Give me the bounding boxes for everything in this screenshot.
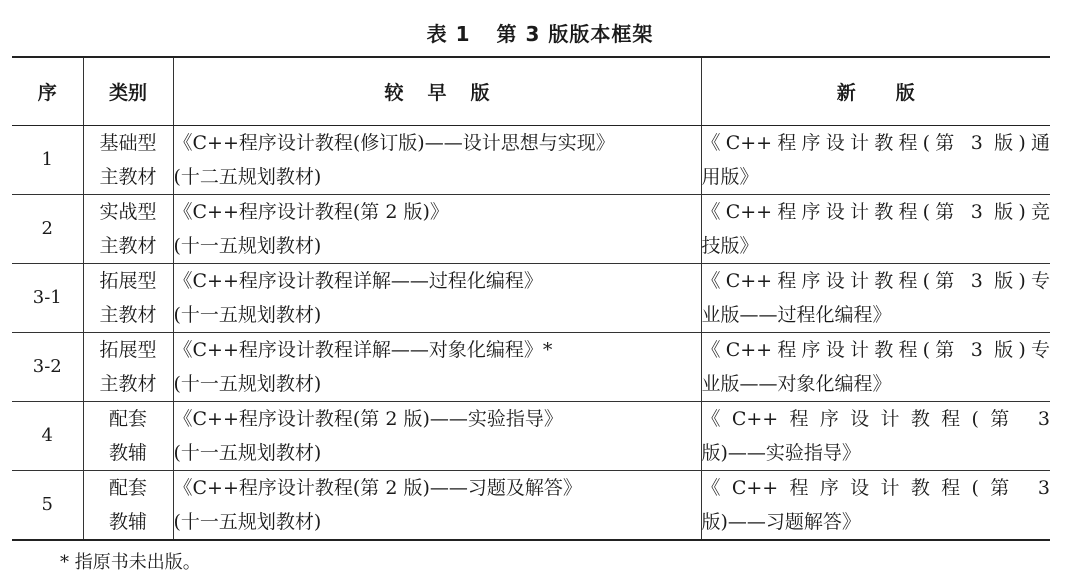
old-title-line: (十二五规划教材)	[173, 165, 322, 188]
old-title-line: 《C++程序设计教程(第 2 版)》	[173, 200, 449, 223]
cell-old-edition	[173, 125, 701, 194]
cell-seq: 3-2	[12, 332, 83, 401]
category-line: 教辅	[108, 510, 147, 533]
cell-seq: 4	[12, 401, 83, 470]
new-title-line: 《C++程序设计教程(第 3 版)专	[701, 269, 1050, 292]
old-title-line: (十一五规划教材)	[173, 510, 322, 533]
cell-seq: 5	[12, 470, 83, 540]
new-title-line: 《C++程序设计教程(第 3 版)专	[701, 338, 1050, 361]
cell-seq: 1	[12, 125, 83, 194]
header-seq: 序	[12, 57, 83, 125]
new-title-line: 业版——对象化编程》	[701, 372, 892, 395]
new-title-line: 《C++程序设计教程(第 3	[701, 476, 1050, 499]
cell-category	[83, 401, 173, 470]
category-line: 主教材	[99, 303, 157, 326]
category-line: 拓展型	[99, 269, 157, 292]
table-caption	[0, 18, 1080, 47]
category-line: 实战型	[99, 200, 157, 223]
category-line: 基础型	[99, 131, 157, 154]
category-line: 拓展型	[99, 338, 157, 361]
footnote: * 指原书未出版。	[60, 552, 201, 573]
old-title-line: (十一五规划教材)	[173, 372, 322, 395]
cell-new-edition	[701, 470, 1050, 540]
version-framework-table	[12, 56, 1050, 541]
cell-new-edition	[701, 332, 1050, 401]
category-line: 配套	[108, 476, 147, 499]
old-title-line: (十一五规划教材)	[173, 441, 322, 464]
table-number: 表 1	[426, 22, 471, 46]
old-title-line: 《C++程序设计教程(第 2 版)——实验指导》	[173, 407, 563, 430]
new-title-line: 《C++程序设计教程(第 3 版)竞	[701, 200, 1050, 223]
category-line: 主教材	[99, 372, 157, 395]
table-title: 第 3 版版本框架	[496, 22, 654, 46]
cell-old-edition	[173, 332, 701, 401]
cell-old-edition	[173, 263, 701, 332]
cell-category	[83, 263, 173, 332]
cell-old-edition	[173, 194, 701, 263]
new-title-line: 版)——习题解答》	[701, 510, 861, 533]
cell-new-edition	[701, 263, 1050, 332]
new-title-line: 技版》	[701, 234, 759, 257]
new-title-line: 版)——实验指导》	[701, 441, 861, 464]
new-title-line: 《C++程序设计教程(第 3 版)通	[701, 131, 1050, 154]
table-row	[12, 470, 1050, 540]
cell-category	[83, 194, 173, 263]
cell-seq: 2	[12, 194, 83, 263]
table-row	[12, 332, 1050, 401]
cell-new-edition	[701, 401, 1050, 470]
new-title-line: 业版——过程化编程》	[701, 303, 892, 326]
new-title-line: 《C++程序设计教程(第 3	[701, 407, 1050, 430]
category-line: 配套	[108, 407, 147, 430]
cell-old-edition	[173, 470, 701, 540]
table-row	[12, 125, 1050, 194]
cell-category	[83, 125, 173, 194]
old-title-line: (十一五规划教材)	[173, 234, 322, 257]
cell-old-edition	[173, 401, 701, 470]
category-line: 教辅	[108, 441, 147, 464]
table-row	[12, 401, 1050, 470]
table-row	[12, 263, 1050, 332]
table-row	[12, 194, 1050, 263]
cell-new-edition	[701, 125, 1050, 194]
header-category: 类别	[83, 57, 173, 125]
cell-new-edition	[701, 194, 1050, 263]
cell-seq: 3-1	[12, 263, 83, 332]
old-title-line: 《C++程序设计教程(第 2 版)——习题及解答》	[173, 476, 582, 499]
category-line: 主教材	[99, 234, 157, 257]
new-title-line: 用版》	[701, 165, 759, 188]
old-title-line: 《C++程序设计教程详解——过程化编程》	[173, 269, 543, 292]
cell-category	[83, 332, 173, 401]
header-row	[12, 57, 1050, 125]
old-title-line: 《C++程序设计教程详解——对象化编程》*	[173, 338, 553, 361]
cell-category	[83, 470, 173, 540]
old-title-line: 《C++程序设计教程(修订版)——设计思想与实现》	[173, 131, 615, 154]
category-line: 主教材	[99, 165, 157, 188]
header-old-edition: 较早版	[173, 57, 701, 125]
old-title-line: (十一五规划教材)	[173, 303, 322, 326]
header-new-edition: 新版	[701, 57, 1050, 125]
